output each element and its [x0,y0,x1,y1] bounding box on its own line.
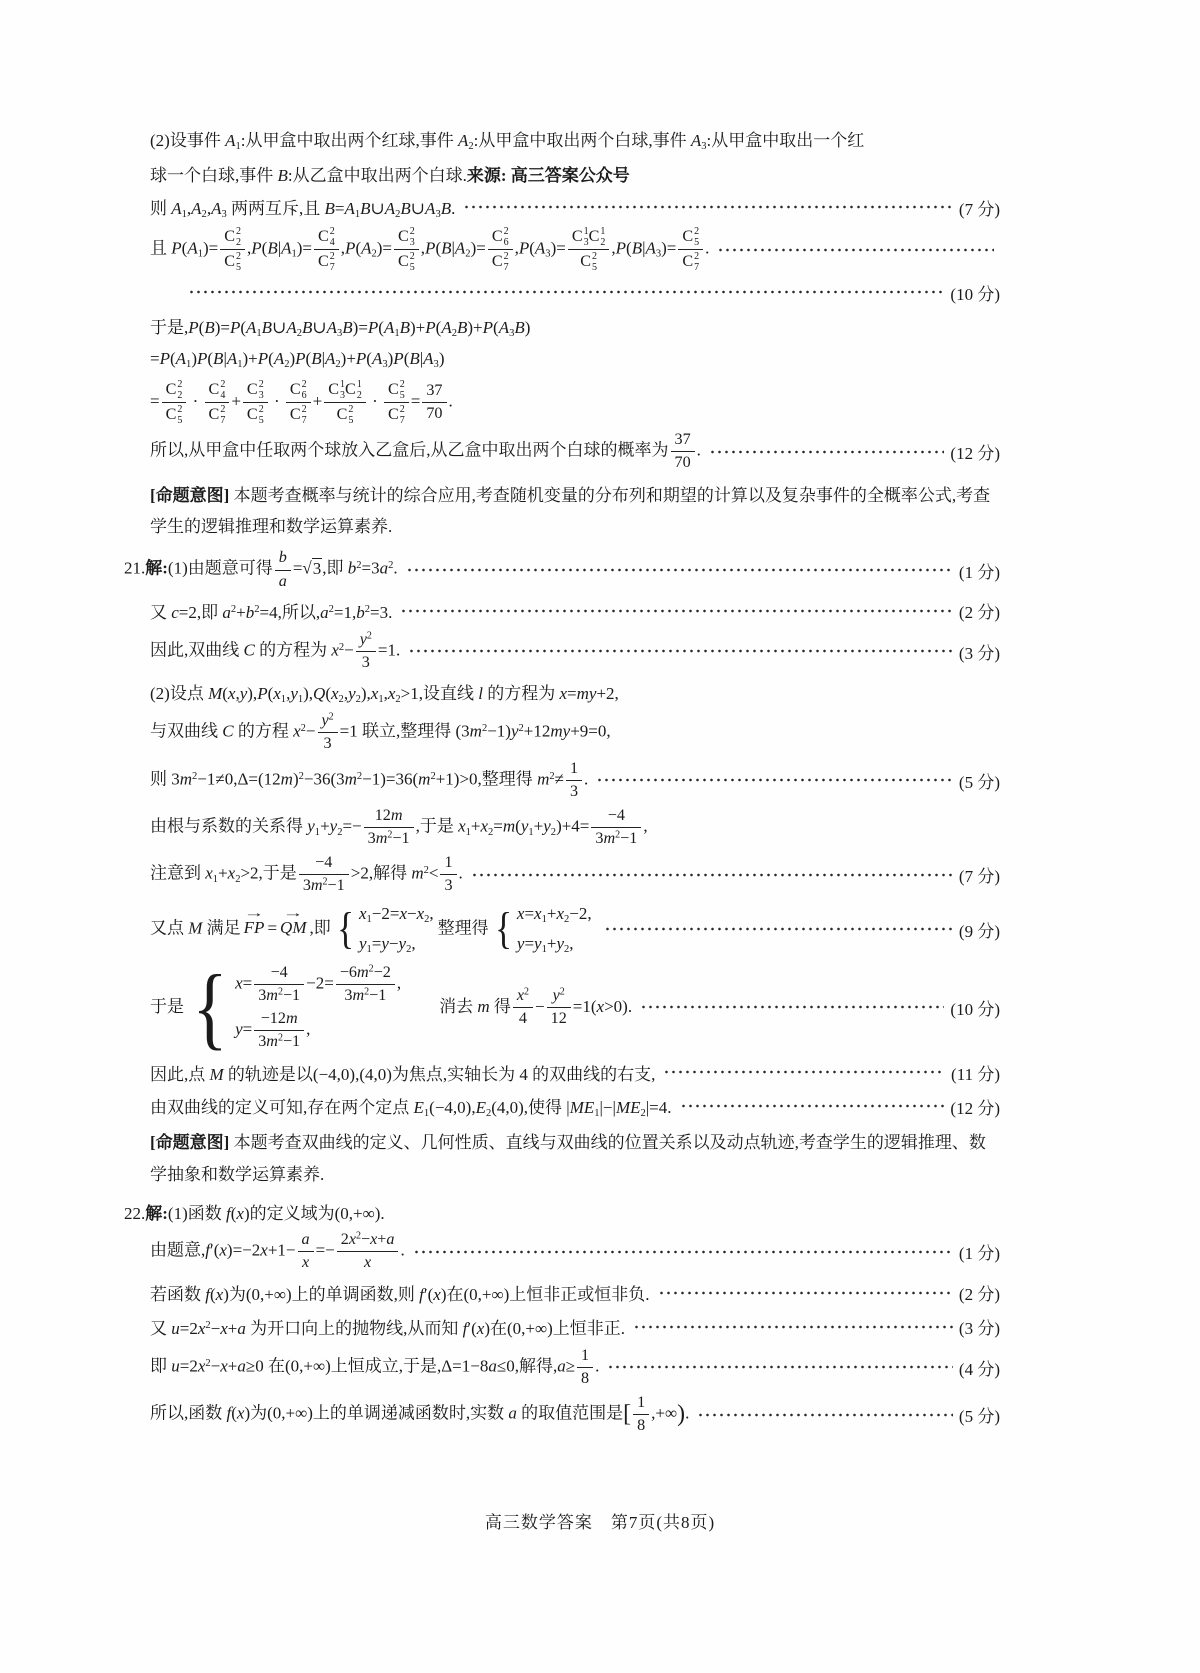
solution-line [150,124,1000,154]
solution-line [124,1196,1000,1226]
line-content: 于是$,P(B)=P(A_1B\cup A_2B\cup A_3B)=P(A_1B)+P(A_2B)+P(A_3B)$ [150,317,531,340]
line-content: 又 $u=2x^2-x+a$ 为开口向上的抛物线,从而知 f′(x)在(0,+∞)上恒非正. [150,1319,626,1339]
solution-line [150,1127,1000,1190]
dotted-leader [471,871,953,879]
dotted-leader [604,925,953,933]
solution-line [150,677,1000,707]
line-content: 由根与系数的关系得 $y_1+y_2=-$ $\frac{12m}{3m^2-1}$ ,于是 $x_1+x_2=m(y_1+y_2)+4=$ $\frac{-4}{3m^2-1}$ , [150,806,648,848]
line-content: [命题意图] 本题考查双曲线的定义、几何性质、直线与双曲线的位置关系以及动点轨迹,考查学生的逻辑推理、数学抽象和数学运算素养. [150,1133,986,1184]
dotted-leader [463,203,953,211]
line-content: [命题意图] 本题考查概率与统计的综合应用,考查随机变量的分布列和期望的计算以及复杂事件的全概率公式,考查学生的逻辑推理和数学运算素养. [150,485,991,536]
score-badge: (3 分) [958,1319,1000,1339]
solution-line [150,759,1000,802]
solution-line [150,430,1000,473]
line-content: $=P(A_1)P(B|A_1)+P(A_2)P(B|A_2)+P(A_3)P(B|A_3)$ [150,349,445,371]
line-content: 又 c=2,即 $a^2+b^2=4$,所以$,a^2=1,b^2=3$. [150,603,393,623]
line-content: 则 $3m^2-1\ne 0,\Delta=(12m)^2-36(3m^2-1)=36(m^2+1)>0$,整理得 $m^2\ne$ $\frac{1}{3}$ . [150,759,589,800]
line-content: 由题意,f′(x)=−2x+1− $\frac{a}{x}$ =− $\frac{2x^2-x+a}{x}$ . [150,1230,405,1272]
dotted-leader [663,1068,945,1076]
dotted-leader [188,288,944,296]
solution-lines [124,124,1000,1436]
solution-line [150,1091,1000,1121]
score-badge: (12 分) [950,1098,1000,1118]
solution-line [150,480,1000,543]
line-content: 因此,点 M 的轨迹是以(−4,0),(4,0)为焦点,实轴长为 4 的双曲线的右支, [150,1064,656,1084]
line-content: 由双曲线的定义可知,存在两个定点 $E_1(-4,0),E_2(4,0)$,使得 $|ME_1|-|ME_2|=4$. [150,1098,672,1120]
solution-line [150,1346,1000,1389]
score-badge: (11 分) [951,1064,1000,1084]
solution-line [150,192,1000,222]
solution-line [150,711,1000,754]
dotted-leader [408,647,953,655]
solution-line [150,311,1000,341]
line-content: 22.解:(1)函数 f(x)的定义域为(0,+∞). [124,1203,385,1223]
solution-line [150,1312,1000,1342]
solution-line [150,1230,1000,1273]
page-footer: 高三数学答案 第7页(共8页) [484,1513,716,1532]
line-content: 与双曲线 C 的方程 $x^2-$ $\frac{y^2}{3}$ =1 联立,整理得 $(3m^2-1)y^2+12my+9=0$, [150,711,611,753]
dotted-leader [680,1102,945,1110]
dotted-leader [400,607,953,615]
solution-line [150,1057,1000,1087]
line-content: 所以,从甲盒中任取两个球放入乙盒后,从乙盒中取出两个白球的概率为 $\frac{37}{70}$ . [150,431,701,472]
dotted-leader [607,1363,953,1371]
score-badge: (10 分) [950,999,1000,1019]
score-badge: (2 分) [958,1285,1000,1305]
line-content: 注意到 $x_1+x_2>2$,于是 $\frac{-4}{3m^2-1}$ >2,解得 $m^2<$ $\frac{1}{3}$ . [150,854,463,895]
line-content: 即 $u=2x^2-x+a\ge 0$ 在(0,+∞)上恒成立,于是,Δ=1−8a≤0,解得,a≥ $\frac{1}{8}$ . [150,1346,600,1387]
solution-line [150,158,1000,188]
score-badge: (5 分) [958,1407,1000,1427]
line-content: (2)设事件 $A_1$:从甲盒中取出两个红球,事件 $A_2$:从甲盒中取出两个白球,事件 $A_3$:从甲盒中取出一个红 [150,130,865,153]
score-badge: (5 分) [958,772,1000,792]
score-badge: (1 分) [958,562,1000,582]
score-badge: (7 分) [958,199,1000,219]
line-content: 若函数 f(x)为(0,+∞)上的单调函数,则 f′(x)在(0,+∞)上恒非正或恒非负. [150,1285,650,1305]
solution-line [150,1393,1000,1436]
dotted-leader [640,1003,944,1011]
line-content: 则 $A_1,A_2,A_3$ 两两互斥,且 $B=A_1B\cup A_2B\cup A_3B$. [150,198,456,221]
line-content: 又点 M 满足 FP → = QM → ,即 { $x_1-2=x-x_2$, $y_1=y-y_2$, 整理得 { $x=x_1+x_2-2$, $y=y_1+y_2$, [150,901,596,958]
solution-line [150,1278,1000,1308]
line-content: 因此,双曲线 C 的方程为 $x^2-$ $\frac{y^2}{3}$ =1. [150,630,401,671]
score-badge: (9 分) [958,921,1000,941]
solution-line [150,379,1000,426]
dotted-leader [697,1411,953,1419]
solution-line [150,226,1000,273]
solution-line [150,345,1000,375]
solution-line [150,853,1000,896]
solution-line [150,277,1000,307]
dotted-leader [709,448,945,456]
line-content: (2)设点 $M(x,y),P(x_1,y_1),Q(x_2,y_2),x_1,x_2>1$,设直线 l 的方程为 x=my+2, [150,684,619,706]
dotted-leader [717,246,994,254]
line-content: 且 $P(A_1)=$ C 2 2 C 2 5 $,P(B|A_1)=$ C 2 4 C 2 7 $,P(A_2)=$ C 2 3 C 2 5 $,P(B|A_2)=$ C 2 6 C 2 7 $,P(A_3)=$ C 1 3 C 1 2 C 2 5 $,P(B|A_3)=$ C 2 5 C 2 7 . [150,226,710,274]
score-badge: (7 分) [958,867,1000,887]
score-badge: (1 分) [958,1244,1000,1264]
score-badge: (4 分) [958,1359,1000,1379]
solution-line [150,955,1000,1058]
line-content: 21.解:(1)由题意可得 $\frac{b}{a}$ =√3,即 $b^2=3a^2$. [124,549,398,590]
dotted-leader [413,1248,953,1256]
line-content: 球一个白球,事件 B:从乙盒中取出两个白球.来源: 高三答案公众号 [150,165,630,185]
dotted-leader [406,566,953,574]
line-content: 所以,函数 f(x)为(0,+∞)上的单调递减函数时,实数 a 的取值范围是[ $\frac{1}{8}$ ,+∞). [150,1393,690,1435]
solution-line [150,596,1000,626]
solution-line [150,630,1000,673]
score-badge: (2 分) [958,603,1000,623]
score-badge: (12 分) [950,444,1000,464]
line-content: = C 2 2 C 2 5 · C 2 4 C 2 7 + C 2 3 C 2 5 · C 2 6 C 2 7 + C 1 3 C 1 2 C 2 5 · C 2 5 C 2 7 = $\frac{37}{70}$ . [150,379,453,427]
dotted-leader [596,776,953,784]
dotted-leader [658,1289,953,1297]
dotted-leader [633,1323,953,1331]
score-badge: (10 分) [950,284,1000,304]
solution-line [150,806,1000,849]
solution-line [150,901,1000,958]
line-content: 于是 { x= $\frac{-4}{3m^2-1}$ −2= $\frac{-6m^2-2}{3m^2-1}$ , y= $\frac{-12m}{3m^2-1}$ , 消去 m 得 $\frac{x^2}{4}$ − $\frac{y^2}{12}$ =1(x>0). [150,955,633,1058]
solution-line [124,548,1000,591]
score-badge: (3 分) [958,643,1000,663]
